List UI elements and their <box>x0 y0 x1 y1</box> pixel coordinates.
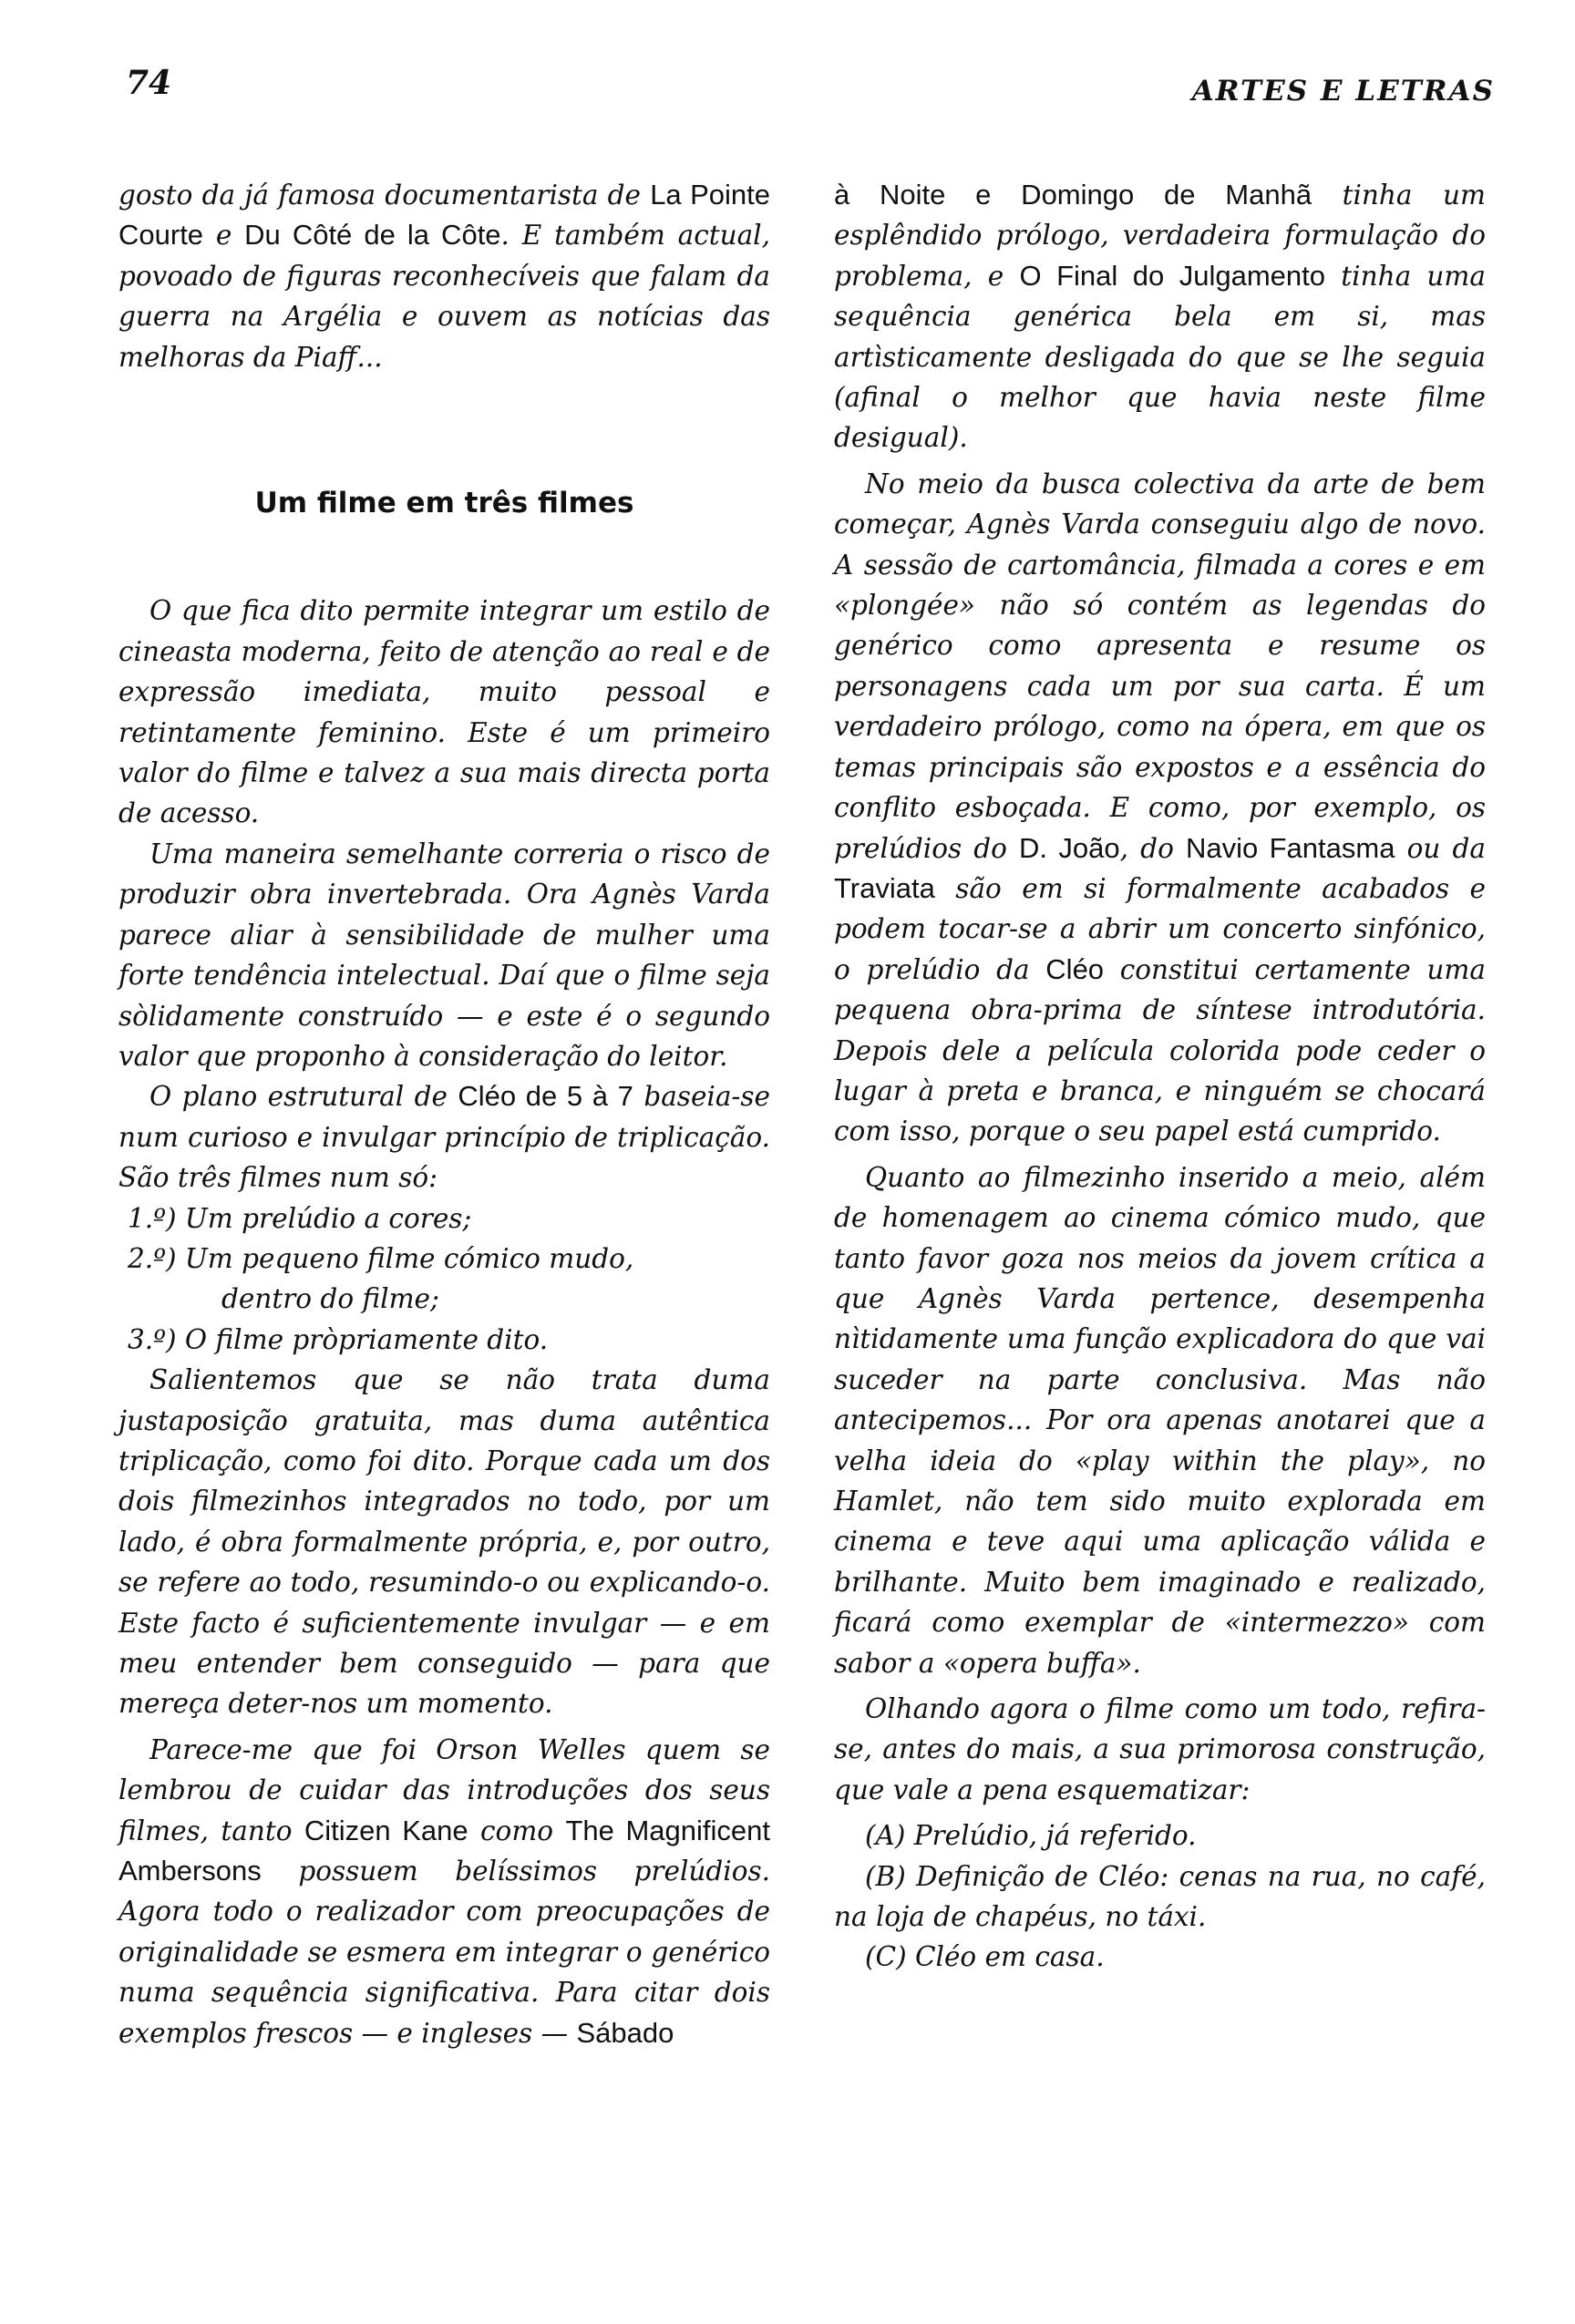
text-run: Cléo de 5 à 7 <box>458 1080 633 1113</box>
text-run: Cléo <box>1045 952 1105 985</box>
right-paragraph-3: Quanto ao filmezinho inserido a meio, além de homenagem ao cinema cómico mudo, que tanto favor goza nos meios da jovem crítica a que Agnès Varda pertence, desempenha nìtidamente uma função explicadora do que vai suceder na parte conclusiva. Mas não antecipemos... Por ora apenas anotarei que a velha ideia do «play within the play», no Hamlet, não tem sido muito explorada em cinema e teve aqui uma aplicação válida e brilhante. Muito bem imaginado e realizado, ficará como exemplar de «intermezzo» com sabor a «opera buffa». <box>834 1161 1486 1679</box>
text-run: The Magnificent Ambersons <box>118 1814 770 1887</box>
list-number-3: 3.º) <box>128 1323 177 1355</box>
text-run: são em si formalmente acabados e podem tocar-se a abrir um concerto sinfónico, o prelúdio da <box>834 872 1486 985</box>
text-run: possuem belíssimos prelúdios. Agora todo o realizador com preocupações de originalidade se esmera em integrar o genérico numa sequência significativa. Para citar dois exemplos frescos — e ingleses — <box>118 1856 770 2049</box>
right-paragraph-5: (A) Prelúdio, já referido. <box>865 1820 1197 1852</box>
list-item-1 <box>118 1198 770 1239</box>
text-run: No meio da busca colectiva da arte de bem começar, Agnès Varda conseguiu algo de novo. A sessão de cartomância, filmada a cores e em «plongée» não só contém as legendas do genérico como apresenta e resume os personagens cada um por sua carta. É um verdadeiro prólogo, como na ópera, em que os temas principais são expostos e a essência do conflito esboçada. E como, por exemplo, os prelúdios do <box>834 468 1486 864</box>
right-paragraph-2 <box>834 464 1486 1152</box>
list-number-1: 1.º) <box>128 1202 177 1234</box>
left-paragraph-6 <box>118 1730 770 2053</box>
section-heading: Um filme em três filmes <box>254 487 634 520</box>
text-run: La Pointe Courte <box>118 179 770 252</box>
text-run: Sábado <box>576 2016 674 2049</box>
text-run: D. João <box>1019 831 1120 864</box>
left-paragraph-5: Salientemos que se não trata duma justaposição gratuita, mas duma autêntica triplicação, como foi dito. Porque cada um dos dois filmezinhos integrados no todo, por um lado, é obra formalmente própria, e, por outro, se refere ao todo, resumindo-o ou explicando-o. Este facto é suficientemente invulgar — e em meu entender bem conseguido — para que mereça deter-nos um momento. <box>118 1364 770 1720</box>
right-paragraph-7: (C) Cléo em casa. <box>865 1941 1105 1973</box>
list-text-2: Um pequeno filme cómico mudo, <box>184 1242 634 1274</box>
text-run: baseia-se num curioso e invulgar princípio de triplicação. São três filmes num só: <box>118 1081 770 1194</box>
text-run: . E também actual, povoado de figuras reconhecíveis que falam da guerra na Argélia e ouvem as notícias das melhoras da Piaff... <box>118 220 770 373</box>
text-run: Parece-me que foi Orson Welles quem se lembrou de cuidar das introduções dos seus filmes, tanto <box>118 1733 770 1846</box>
list-item-3 <box>118 1320 770 1360</box>
text-run: tinha um esplêndido prólogo, verdadeira formulação do problema, e <box>834 180 1486 292</box>
left-paragraph-4 <box>118 1076 770 1198</box>
text-run: O Final do Julgamento <box>1019 259 1326 292</box>
text-run: ou da <box>1395 832 1486 864</box>
running-head: ARTES E LETRAS <box>1191 75 1495 108</box>
left-column <box>118 175 770 2053</box>
text-run: Navio Fantasma <box>1185 831 1395 864</box>
page-number: 74 <box>126 64 172 102</box>
left-paragraph-1 <box>118 175 770 377</box>
right-column <box>834 175 1486 1978</box>
left-paragraph-2: O que fica dito permite integrar um estilo de cineasta moderna, feito de atenção ao real e de expressão imediata, muito pessoal e retintamente feminino. Este é um primeiro valor do filme e talvez a sua mais directa porta de acesso. <box>118 595 770 829</box>
list-number-2: 2.º) <box>128 1242 177 1274</box>
text-run: Citizen Kane <box>304 1814 468 1846</box>
text-run: tinha uma sequência genérica bela em si, mas artìsticamente desligada do que se lhe seguia (afinal o melhor que havia neste filme desigual). <box>834 260 1486 454</box>
list-text-1: Um prelúdio a cores; <box>184 1202 472 1234</box>
right-paragraph-1 <box>834 175 1486 458</box>
triplication-list <box>118 1198 770 1361</box>
left-paragraph-3: Uma maneira semelhante correria o risco de produzir obra invertebrada. Ora Agnès Varda parece aliar à sensibilidade de mulher uma forte tendência intelectual. Daí que o filme seja sòlidamente construído — e este é o segundo valor que proponho à consideração do leitor. <box>118 838 770 1072</box>
text-run: gosto da já famosa documentarista de <box>118 180 651 211</box>
list-text-3: O filme pròpriamente dito. <box>184 1323 549 1355</box>
text-run: Traviata <box>834 871 935 904</box>
text-run: como <box>468 1815 566 1846</box>
text-run: , do <box>1119 832 1186 864</box>
list-text-2-continued: dentro do filme; <box>221 1283 439 1315</box>
text-run: Du Côté de la Côte <box>244 219 501 252</box>
right-paragraph-4: Olhando agora o filme como um todo, refira-se, antes do mais, a sua primorosa construção, que vale a pena esquematizar: <box>834 1693 1486 1805</box>
text-run: O plano estrutural de <box>149 1081 458 1113</box>
list-item-2 <box>118 1239 770 1320</box>
text-run: constitui certamente uma pequena obra-prima de síntese introdutória. Depois dele a película colorida pode ceder o lugar à preta e branca, e ninguém se chocará com isso, porque o seu papel está cumprido. <box>834 953 1486 1147</box>
text-run: à Noite e Domingo de Manhã <box>834 179 1312 211</box>
right-paragraph-6: (B) Definição de Cléo: cenas na rua, no café, na loja de chapéus, no táxi. <box>834 1860 1486 1933</box>
text-run: e <box>203 220 245 252</box>
